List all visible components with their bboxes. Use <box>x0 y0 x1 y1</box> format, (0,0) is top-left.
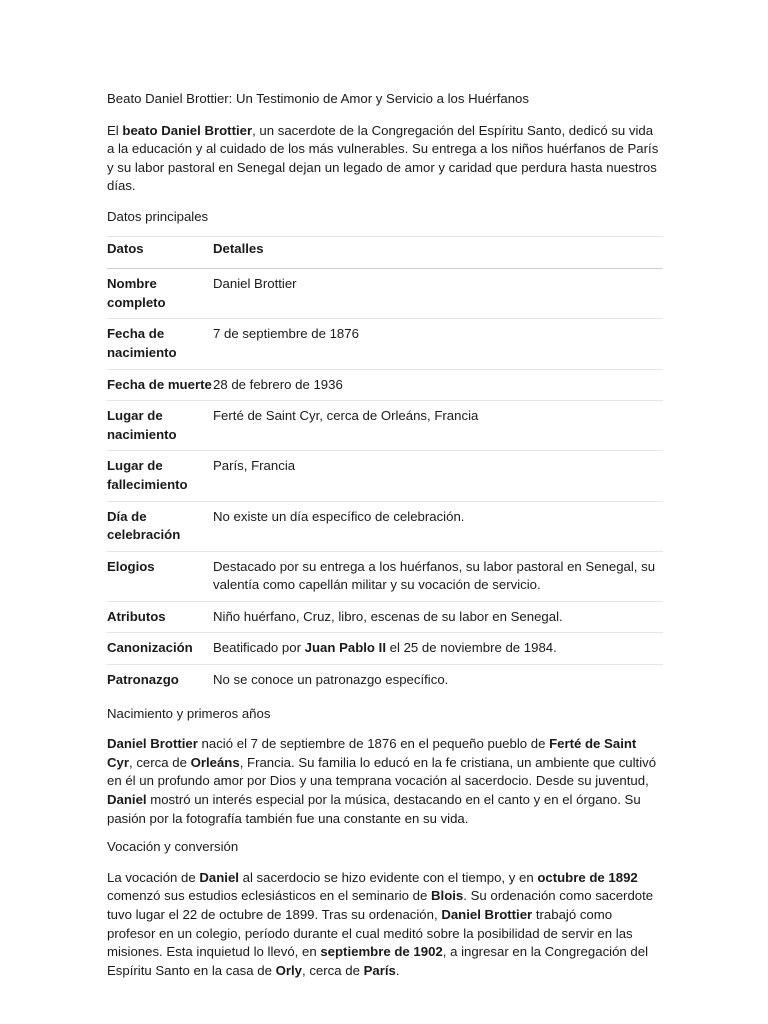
column-header-detalles: Detalles <box>213 240 264 256</box>
row-key: Nombre completo <box>107 276 166 310</box>
table-row <box>107 369 663 401</box>
document-content <box>107 90 663 989</box>
table-heading: Datos principales <box>107 208 209 224</box>
row-value: 28 de febrero de 1936 <box>213 376 343 392</box>
table-row <box>107 501 663 551</box>
row-value: Beatificado por Juan Pablo II el 25 de noviembre de 1984. <box>213 640 557 656</box>
row-key: Elogios <box>107 558 155 574</box>
row-key: Lugar de nacimiento <box>107 408 177 442</box>
row-value: Niño huérfano, Cruz, libro, escenas de su labor en Senegal. <box>213 608 563 624</box>
table-row <box>107 551 663 601</box>
row-value: Daniel Brottier <box>213 276 297 292</box>
table-row <box>107 401 663 451</box>
row-key: Fecha de muerte <box>107 376 212 392</box>
row-value: París, Francia <box>213 458 296 474</box>
table-row <box>107 319 663 369</box>
row-value: Ferté de Saint Cyr, cerca de Orleáns, Francia <box>213 408 479 424</box>
row-key: Fecha de nacimiento <box>107 326 177 360</box>
section-paragraph-vocacion: La vocación de Daniel al sacerdocio se hizo evidente con el tiempo, y en octubre de 1892 comenzó sus estudios eclesiásticos en el seminario de Blois. Su ordenación como sacerdote tuvo lugar el 22 de octubre de 1899. Tras su ordenación, Daniel Brottier trabajó como profesor en un colegio, período durante el cual meditó sobre la posibilidad de servir en las misiones. Esta inquietud lo llevó, en septiembre de 1902, a ingresar en la Congregación del Espíritu Santo en la casa de Orly, cerca de París. <box>107 869 654 978</box>
table-row <box>107 665 663 696</box>
row-value: Destacado por su entrega a los huérfanos, su labor pastoral en Senegal, su valentía como capellán militar y su vocación de servicio. <box>213 558 656 593</box>
section-heading-nacimiento: Nacimiento y primeros años <box>107 705 271 721</box>
row-value: 7 de septiembre de 1876 <box>213 326 359 342</box>
document-title: Beato Daniel Brottier: Un Testimonio de Amor y Servicio a los Huérfanos <box>107 91 529 106</box>
data-table <box>107 236 663 696</box>
section-heading-vocacion: Vocación y conversión <box>107 839 239 855</box>
column-header-datos: Datos <box>107 240 144 256</box>
row-key: Lugar de fallecimiento <box>107 458 188 492</box>
intro-paragraph: El beato Daniel Brottier, un sacerdote de la Congregación del Espíritu Santo, dedicó su vida a la educación y al cuidado de los más vulnerables. Su entrega a los niños huérfanos de París y su labor pastoral en Senegal dejan un legado de amor y caridad que perdura hasta nuestros días. <box>107 122 659 194</box>
table-row <box>107 633 663 665</box>
section-paragraph-nacimiento: Daniel Brottier nació el 7 de septiembre de 1876 en el pequeño pueblo de Ferté de Saint Cyr, cerca de Orleáns, Francia. Su familia lo educó en la fe cristiana, un ambiente que cultivó en él un profundo amor por Dios y una temprana vocación al sacerdocio. Desde su juventud, Daniel mostró un interés especial por la música, destacando en el canto y en el órgano. Su pasión por la fotografía también fue una constante en su vida. <box>107 736 657 826</box>
table-row <box>107 601 663 633</box>
table-header-row <box>107 236 663 269</box>
row-key: Patronazgo <box>107 672 179 688</box>
row-key: Atributos <box>107 608 166 624</box>
table-row <box>107 451 663 501</box>
row-value: No existe un día específico de celebración. <box>213 508 465 524</box>
row-key: Canonización <box>107 640 193 656</box>
row-key: Día de celebración <box>107 508 181 543</box>
table-row <box>107 269 663 319</box>
row-value: No se conoce un patronazgo específico. <box>213 672 449 688</box>
